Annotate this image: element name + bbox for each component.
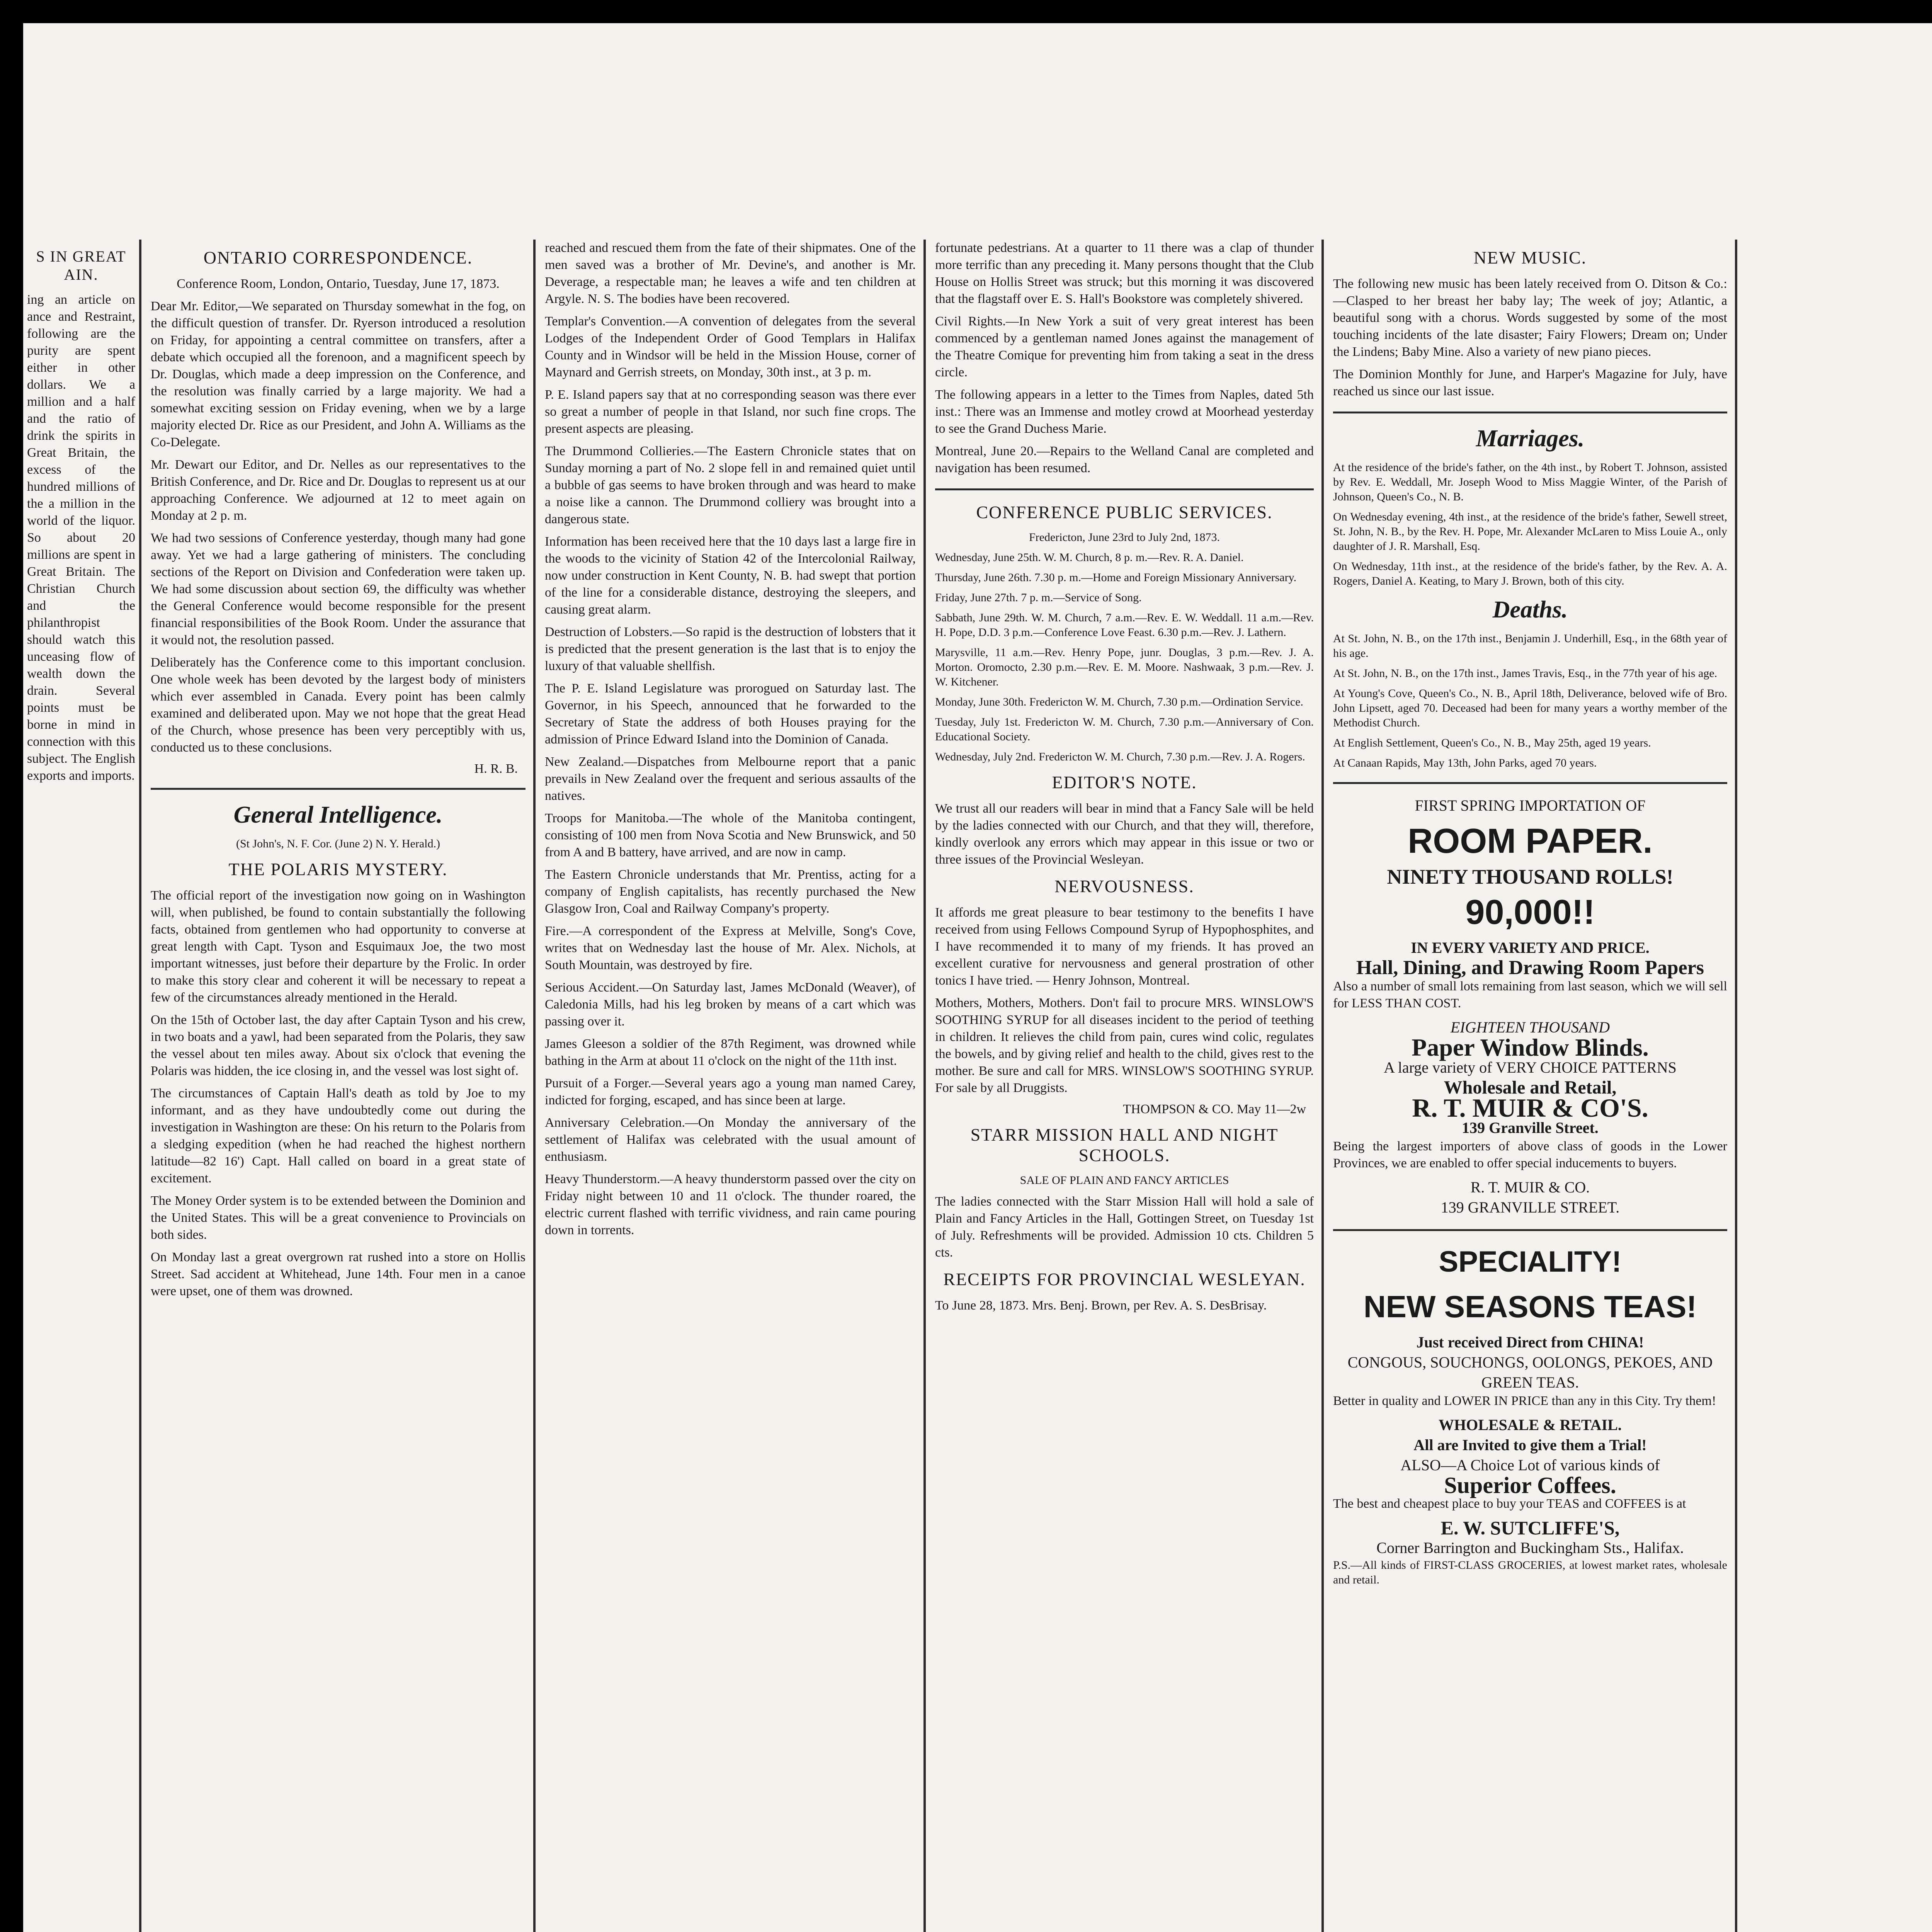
ontario-signature: H. R. B. bbox=[474, 762, 518, 776]
wholesale-retail: Wholesale and Retail, bbox=[1444, 1077, 1617, 1098]
news-item: Troops for Manitoba.—The whole of the Manitoba contingent, consisting of 100 men from Nova Scotia and New Brunswick, and 50 from A and B battery, have arrived, and are now in camp. bbox=[545, 811, 916, 859]
news-item: Serious Accident.—On Saturday last, James McDonald (Weaver), of Caledonia Mills, had his leg broken by means of a cart which was passing over it. bbox=[545, 980, 916, 1029]
mission-subheading: SALE OF PLAIN AND FANCY ARTICLES bbox=[1020, 1174, 1229, 1187]
teas-list: CONGOUS, SOUCHONGS, OOLONGS, PEKOES, AND GREEN TEAS. bbox=[1347, 1354, 1713, 1391]
sutcliffe-name: E. W. SUTCLIFFE'S, bbox=[1440, 1517, 1620, 1539]
news-item: Templar's Convention.—A convention of delegates from the several Lodges of the Independent Order of Good Templars in Halifax County and in Windsor will be held in the Mission House, corner of Maynard and Gerrish streets, on Monday, 30th inst., at 3 p. m. bbox=[545, 314, 916, 379]
monthly-text: The Dominion Monthly for June, and Harper's Magazine for July, have reached us since our last issue. bbox=[1333, 367, 1727, 398]
column-rule bbox=[139, 240, 141, 1932]
polaris-para: On the 15th of October last, the day after Captain Tyson and his crew, in two boats and a yawl, had been separated from the Polaris, they saw the vessel about ten miles away. About six o'clock that evening the Polaris was hidden, the ice closing in, and the vessel was lost sight of. bbox=[151, 1013, 526, 1078]
news-item: Heavy Thunderstorm.—A heavy thunderstorm passed over the city on Friday night between 10 and 11 o'clock. The thunder roared, the electric current flashed with terrific vividness, and rain came pouring down in torrents. bbox=[545, 1172, 916, 1237]
blinds-count: EIGHTEEN THOUSAND bbox=[1450, 1019, 1610, 1036]
news-item: The Drummond Collieries.—The Eastern Chronicle states that on Sunday morning a part of No. 2 slope fell in and remained quiet until a bubble of gas seems to have broken through and was heard to make a noise like a cannon. The Drummond colliery was brought into a dangerous state. bbox=[545, 444, 916, 526]
speciality-title: SPECIALITY! bbox=[1439, 1245, 1622, 1278]
polaris-heading: THE POLARIS MYSTERY. bbox=[228, 859, 448, 879]
news-item: The Eastern Chronicle understands that Mr. Prentiss, acting for a company of English capitalists, has recently purchased the New Glasgow Iron, Coal and Railway Company's property. bbox=[545, 867, 916, 916]
divider bbox=[151, 788, 526, 790]
divider bbox=[1333, 782, 1727, 784]
news-item: Montreal, June 20.—Repairs to the Welland Canal are completed and navigation has been resumed. bbox=[935, 444, 1314, 475]
music-text: The following new music has been lately received from O. Ditson & Co.:—Clasped to her breast her baby lay; The week of joy; Atlantic, a beautiful song with a chorus. Words suggested by some of the most touching incidents of the late disaster; Fairy Flowers; Dream on; Under the Lindens; Baby Mine. Also a variety of new piano pieces. bbox=[1333, 277, 1727, 359]
death-item: At English Settlement, Queen's Co., N. B., May 25th, aged 19 years. bbox=[1333, 736, 1651, 749]
news-item: Anniversary Celebration.—On Monday the anniversary of the settlement of Halifax was celebrated with the usual amount of enthusiasm. bbox=[545, 1116, 916, 1164]
mission-text: The ladies connected with the Starr Mission Hall will hold a sale of Plain and Fancy Articles in the Hall, Gottingen Street, on Tuesday 1st of July. Refreshments will be provided. Admission 10 cts. Children 5 cts. bbox=[935, 1194, 1314, 1260]
nervousness-heading: NERVOUSNESS. bbox=[1054, 876, 1194, 896]
muir-address: 139 Granville Street. bbox=[1462, 1119, 1599, 1136]
deaths-heading: Deaths. bbox=[1492, 597, 1568, 623]
left-strip-text: ing an article on ance and Restraint, following are the purity are spent either in other dollars. We a million and a half and the ratio of drink the spirits in Great Britain, the excess of the hundred millions of the a million in the world of the liquor. So about 20 millions are spent in Great Britain. The Christian Church and the philanthropist should watch this unceasing flow of wealth down the drain. Several points must be borne in mind in connection with this subject. The English exports and imports. bbox=[27, 293, 135, 783]
column-rule bbox=[533, 240, 536, 1932]
room-text: Also a number of small lots remaining from last season, which we will sell for LESS THAN COST. bbox=[1333, 979, 1727, 1010]
teas-text: Better in quality and LOWER IN PRICE than any in this City. Try them! bbox=[1333, 1394, 1716, 1408]
left-strip-column bbox=[27, 240, 135, 1932]
music-heading: NEW MUSIC. bbox=[1473, 248, 1587, 267]
blinds-text: A large variety of VERY CHOICE PATTERNS bbox=[1384, 1059, 1677, 1076]
services-subheading: Fredericton, June 23rd to July 2nd, 1873. bbox=[1029, 531, 1220, 544]
service-item: Friday, June 27th. 7 p. m.—Service of Song. bbox=[935, 591, 1142, 604]
newspaper-sheet bbox=[23, 23, 1932, 1932]
teas-ad bbox=[1333, 1243, 1727, 1587]
service-item: Monday, June 30th. Fredericton W. M. Church, 7.30 p.m.—Ordination Service. bbox=[935, 696, 1303, 708]
service-item: Wednesday, June 25th. W. M. Church, 8 p. m.—Rev. R. A. Daniel. bbox=[935, 551, 1244, 564]
divider bbox=[1333, 412, 1727, 413]
service-item: Wednesday, July 2nd. Fredericton W. M. Church, 7.30 p.m.—Rev. J. A. Rogers. bbox=[935, 750, 1305, 763]
polaris-para: On Monday last a great overgrown rat rushed into a store on Hollis Street. Sad accident at Whitehead, June 14th. Four men in a canoe were upset, one of them was drowned. bbox=[151, 1250, 526, 1298]
muir-sign-address: 139 GRANVILLE STREET. bbox=[1440, 1199, 1620, 1216]
ontario-para: Deliberately has the Conference come to this important conclusion. One whole week has been devoted by the largest body of ministers which ever assembled in Canada. Every point has been calmly examined and deliberated upon. May we not hope that the great Head of the Church, whose presence has been very perceptibly with us, conducted us to these conclusions. bbox=[151, 655, 526, 755]
news-item: The following appears in a letter to the Times from Naples, dated 5th inst.: There was an Immense and motley crowd at Moorhead yesterday to see the Grand Duchess Marie. bbox=[935, 388, 1314, 436]
divider bbox=[1333, 1229, 1727, 1231]
ontario-para: We had two sessions of Conference yesterday, though many had gone away. Yet we had a large gathering of ministers. The concluding sections of the Report on Division and Confederation were taken up. We had some discussion about section 69, the difficulty was whether the General Conference would become responsible for the present financial responsibilities of the Book Room. Under the assurance that it would not, the resolution passed. bbox=[151, 531, 526, 647]
column-2 bbox=[545, 240, 916, 1932]
polaris-para: The official report of the investigation now going on in Washington will, when published, be found to contain substantially the following facts, obtained from gentlemen who had opportunity to converse at great length with Capt. Tyson and Esquimaux Joe, the two most important witnesses, just before their departure by the Frolic. In order to make this story clear and coherent it will be necessary to repeat a few of the circumstances already mentioned in the Herald. bbox=[151, 888, 526, 1005]
intelligence-source: (St John's, N. F. Cor. (June 2) N. Y. Herald.) bbox=[236, 837, 440, 850]
ontario-para: Dear Mr. Editor,—We separated on Thursday somewhat in the fog, on the difficult question of transfer. Dr. Ryerson introduced a resolution on Friday, for appointing a central committee on transfers, after a debate which occupied all the forenoon, and a magnificent speech by Dr. Douglas, which made a deep impression on the Conference, and the resolution was finally carried by a large majority. We had a somewhat exciting session on Friday evening, when we by a large majority elected Dr. Rice as our President, and John A. Williams as the Co-Delegate. bbox=[151, 299, 526, 449]
marriage-item: At the residence of the bride's father, on the 4th inst., by Robert T. Johnson, assisted by Rev. E. Weddall, Mr. Joseph Wood to Miss Maggie Winter, of the Parish of Johnson, Queen's Co., N. B. bbox=[1333, 461, 1727, 503]
news-item: Civil Rights.—In New York a suit of very great interest has been commenced by a gentleman named Jones against the management of the Theatre Comique for preventing him from taking a seat in the dress circle. bbox=[935, 314, 1314, 379]
room-paper-ad bbox=[1333, 796, 1727, 1218]
sutcliffe-note: P.S.—All kinds of FIRST-CLASS GROCERIES, at lowest market rates, wholesale and retail. bbox=[1333, 1559, 1727, 1586]
divider bbox=[935, 488, 1314, 490]
ontario-para: Mr. Dewart our Editor, and Dr. Nelles as our representatives to the British Conference, and Dr. Rice and Dr. Douglas to represent us at our approaching Conference. We adjourned at 12 to meet again on Monday at 2 p. m. bbox=[151, 457, 526, 523]
receipts-text: To June 28, 1873. Mrs. Benj. Brown, per Rev. A. S. DesBrisay. bbox=[935, 1298, 1267, 1313]
editors-note-heading: EDITOR'S NOTE. bbox=[1052, 772, 1197, 792]
coffee-title: Superior Coffees. bbox=[1444, 1473, 1616, 1498]
intelligence-heading: General Intelligence. bbox=[233, 802, 443, 828]
polaris-para: The circumstances of Captain Hall's death as told by Joe to my informant, and as they have undoubtedly come out during the investigation in Washington are these: On his return to the Polaris from a sledging expedition (when he had reached the highest northern latitude—82 16') Capt. Hall called on board in a great state of excitement. bbox=[151, 1086, 526, 1185]
ontario-heading: ONTARIO CORRESPONDENCE. bbox=[203, 248, 473, 267]
muir-text: Being the largest importers of above class of goods in the Lower Provinces, we are enabled to offer special inducements to buyers. bbox=[1333, 1139, 1727, 1170]
death-item: At St. John, N. B., on the 17th inst., Benjamin J. Underhill, Esq., in the 68th year of his age. bbox=[1333, 632, 1727, 660]
news-item: fortunate pedestrians. At a quarter to 11 there was a clap of thunder more terrific than any preceding it. Many persons thought that the Club House on Hollis Street was struck; but this morning it was discovered that the flagstaff over E. S. Hall's Bookstore was completely shivered. bbox=[935, 241, 1314, 306]
column-1 bbox=[151, 240, 526, 1932]
service-item: Marysville, 11 a.m.—Rev. Henry Pope, junr. Douglas, 3 p.m.—Rev. J. A. Morton. Oromocto, 2.30 p.m.—Rev. E. M. Moore. Nashwaak, 3 p.m.—Rev. J. W. Kitchener. bbox=[935, 646, 1314, 688]
sutcliffe-address: Corner Barrington and Buckingham Sts., Halifax. bbox=[1376, 1539, 1684, 1556]
news-item: reached and rescued them from the fate of their shipmates. One of the men saved was a brother of Mr. Devine's, and another is Mr. Deverage, a respectable man; he leaves a wife and ten children at Argyle. N. S. The bodies have been recovered. bbox=[545, 241, 916, 306]
news-item: Information has been received here that the 10 days last a large fire in the woods to the vicinity of Station 42 of the Intercolonial Railway, now under construction in Kent County, N. B. had swept that portion of the line for a considerable distance, destroying the sleepers, and causing great alarm. bbox=[545, 534, 916, 617]
room-intro: FIRST SPRING IMPORTATION OF bbox=[1415, 797, 1646, 814]
news-item: Pursuit of a Forger.—Several years ago a young man named Carey, indicted for forging, escaped, and has since been at large. bbox=[545, 1076, 916, 1107]
marriage-item: On Wednesday, 11th inst., at the residence of the bride's father, by the Rev. A. A. Rogers, Daniel A. Keating, to Mary J. Brown, both of this city. bbox=[1333, 560, 1727, 587]
receipts-heading: RECEIPTS FOR PROVINCIAL WESLEYAN. bbox=[943, 1269, 1306, 1289]
blinds-title: Paper Window Blinds. bbox=[1412, 1034, 1649, 1061]
marriage-item: On Wednesday evening, 4th inst., at the residence of the bride's father, Sewell street, St. John, N. B., by the Rev. H. Pope, Mr. Alexander McLaren to Miss Louie A., only daughter of J. R. Marshall, Esq. bbox=[1333, 510, 1727, 553]
coffee-text: The best and cheapest place to buy your TEAS and COFFEES is at bbox=[1333, 1497, 1686, 1511]
death-item: At St. John, N. B., on the 17th inst., James Travis, Esq., in the 77th year of his age. bbox=[1333, 667, 1718, 680]
news-item: James Gleeson a soldier of the 87th Regiment, was drowned while bathing in the Arm at about 11 o'clock on the night of the 11th inst. bbox=[545, 1037, 916, 1068]
column-4 bbox=[1333, 240, 1727, 1932]
coffee-intro: ALSO—A Choice Lot of various kinds of bbox=[1400, 1456, 1660, 1474]
column-3 bbox=[935, 240, 1314, 1932]
news-item: New Zealand.—Dispatches from Melbourne report that a panic prevails in New Zealand over the frequent and serious assaults of the natives. bbox=[545, 755, 916, 803]
muir-sign: R. T. MUIR & CO. bbox=[1470, 1179, 1590, 1196]
service-item: Thursday, June 26th. 7.30 p. m.—Home and Foreign Missionary Anniversary. bbox=[935, 571, 1297, 584]
polaris-para: The Money Order system is to be extended between the Dominion and the United States. This will be a great convenience to Provincials on both sides. bbox=[151, 1194, 526, 1242]
teas-invite: All are Invited to give them a Trial! bbox=[1413, 1436, 1647, 1454]
death-item: At Canaan Rapids, May 13th, John Parks, aged 70 years. bbox=[1333, 757, 1597, 769]
news-item: The P. E. Island Legislature was prorogued on Saturday last. The Governor, in his Speech, announced that he forwarded to the Secretary of State the address of both Houses praying for the admission of Prince Edward Island into the Dominion of Canada. bbox=[545, 681, 916, 747]
ontario-dateline: Conference Room, London, Ontario, Tuesday, June 17, 1873. bbox=[177, 277, 500, 291]
teas-sub: Just received Direct from CHINA! bbox=[1416, 1333, 1644, 1351]
news-item: Destruction of Lobsters.—So rapid is the destruction of lobsters that it is predicted that the present generation is the last that is to enjoy the luxury of that valuable shellfish. bbox=[545, 625, 916, 673]
services-heading: CONFERENCE PUBLIC SERVICES. bbox=[976, 502, 1273, 522]
room-count: NINETY THOUSAND ROLLS! bbox=[1387, 865, 1673, 888]
teas-wholesale: WHOLESALE & RETAIL. bbox=[1439, 1416, 1622, 1434]
marriages-heading: Marriages. bbox=[1476, 425, 1585, 452]
room-papers: Hall, Dining, and Drawing Room Papers bbox=[1356, 957, 1704, 979]
news-item: P. E. Island papers say that at no corresponding season was there ever so great a number of people in that Island, nor such fine crops. The present aspects are pleasing. bbox=[545, 388, 916, 436]
service-item: Sabbath, June 29th. W. M. Church, 7 a.m.—Rev. E. W. Weddall. 11 a.m.—Rev. H. Pope, D.D. 3 p.m.—Conference Love Feast. 6.30 p.m.—Rev. J. Lathern. bbox=[935, 611, 1314, 639]
room-big-number: 90,000!! bbox=[1465, 893, 1595, 932]
mothers-notice: Mothers, Mothers, Mothers. Don't fail to procure MRS. WINSLOW'S SOOTHING SYRUP for all diseases incident to the period of teething in children. It relieves the child from pain, cures wind colic, regulates the bowels, and by giving relief and health to the child, gives rest to the mother. Be sure and call for MRS. WINSLOW'S SOOTHING SYRUP. For sale by all Druggists. bbox=[935, 996, 1314, 1095]
nervousness-text: It affords me great pleasure to bear testimony to the benefits I have received from using Fellows Compound Syrup of Hypophosphites, and I have recommended it to many of my friends. It has proved an excellent curative for nervousness and general prostration of other tonics I have tried. — Henry Johnson, Montreal. bbox=[935, 905, 1314, 988]
teas-title: NEW SEASONS TEAS! bbox=[1363, 1289, 1697, 1324]
column-rule bbox=[1321, 240, 1324, 1932]
column-rule bbox=[923, 240, 926, 1932]
muir-firm: R. T. MUIR & CO'S. bbox=[1412, 1093, 1648, 1122]
thompson-signature: THOMPSON & CO. May 11—2w bbox=[1123, 1102, 1306, 1116]
editors-note-text: We trust all our readers will bear in mind that a Fancy Sale will be held by the ladies connected with our Church, and that they will, therefore, kindly overlook any errors which may appear in this issue or two or three issues of the Provincial Wesleyan. bbox=[935, 801, 1314, 867]
left-strip-heading: S IN GREAT AIN. bbox=[36, 248, 126, 283]
room-paper-title: ROOM PAPER. bbox=[1408, 822, 1653, 861]
news-item: Fire.—A correspondent of the Express at Melville, Song's Cove, writes that on Wednesday last the house of Mr. Alex. Nichols, at South Mountain, was destroyed by fire. bbox=[545, 924, 916, 972]
service-item: Tuesday, July 1st. Fredericton W. M. Church, 7.30 p.m.—Anniversary of Con. Educational Society. bbox=[935, 716, 1314, 743]
column-rule bbox=[1735, 240, 1737, 1932]
death-item: At Young's Cove, Queen's Co., N. B., April 18th, Deliverance, beloved wife of Bro. John Lipsett, aged 70. Deceased had been for many years a worthy member of the Methodist Church. bbox=[1333, 687, 1727, 729]
room-variety: IN EVERY VARIETY AND PRICE. bbox=[1411, 939, 1650, 956]
mission-heading: STARR MISSION HALL AND NIGHT SCHOOLS. bbox=[970, 1125, 1279, 1165]
